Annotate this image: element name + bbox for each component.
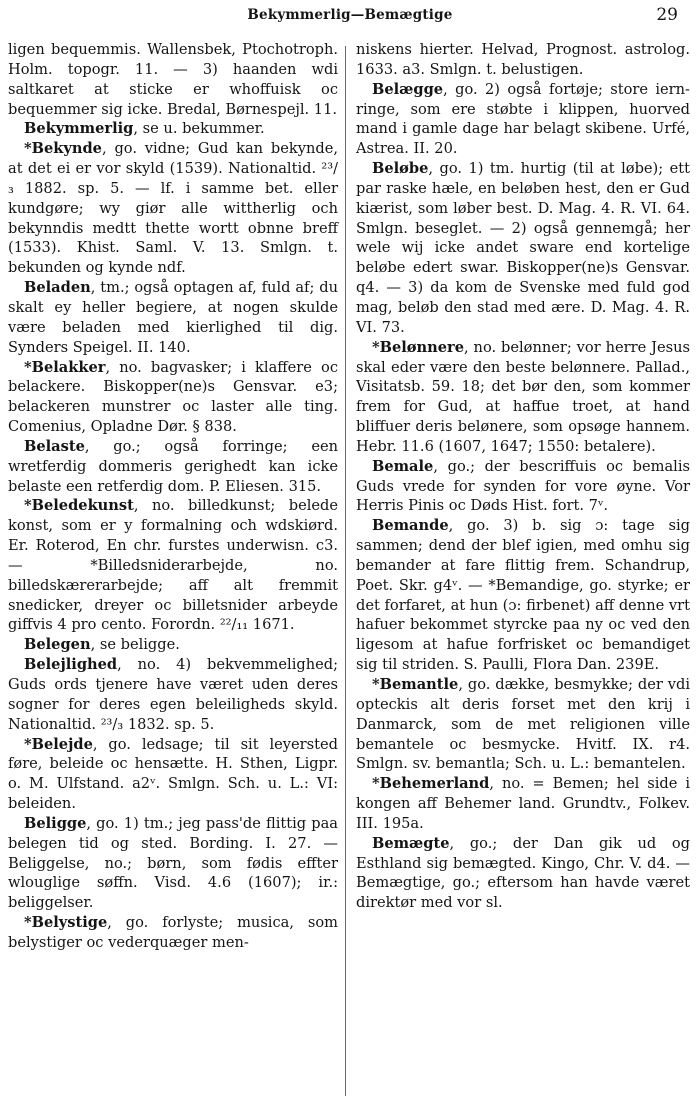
left-column <box>8 40 338 953</box>
dictionary-entry <box>356 774 690 834</box>
entry-headword: *Bemantle <box>372 676 459 693</box>
dictionary-entry <box>8 119 338 139</box>
entry-text: , go. ledsage; til sit leyersted føre, beleide oc hensætte. H. Sthen, Ligpr. o. M. Ulfstand. a2ᵛ. Smlgn. Sch. u. L.: VI: beleiden. <box>8 735 338 813</box>
entry-text: , no. belønner; vor herre Jesus skal eder være den beste belønnere. Pallad., Visitatsb. 59. 18; det bør den, som kommer frem for Gud, at haffue troet, at hand bliffuer deris belønere, som opsøge hannem. Hebr. 11.6 (1607, 1647; 1550: betalere). <box>356 338 690 455</box>
entry-text: niskens hierter. Helvad, Prognost. astrolog. 1633. a3. Smlgn. t. belustigen. <box>356 41 690 78</box>
dictionary-entry <box>8 814 338 913</box>
dictionary-entry <box>8 635 338 655</box>
entry-text: , go.; også forringe; een wretferdig dommeris gerighedt kan icke belaste een retferdig dom. P. Eliesen. 315. <box>8 437 338 495</box>
entry-text: , no. 4) bekvemmelighed; Guds ords tjenere have været uden deres sogner for deres egen beleiligheds skyld. Nationaltid. ²³/₃ 1832. sp. 5. <box>8 656 338 733</box>
dictionary-entry <box>356 338 690 457</box>
dictionary-entry <box>356 834 690 913</box>
page-header <box>0 0 700 36</box>
entry-headword: Belaste <box>24 437 85 455</box>
entry-headword: Beløbe <box>372 160 429 178</box>
entry-text: , se beligge. <box>90 636 180 654</box>
entry-text: , no. = Bemen; hel side i kongen aff Behemer land. Grundtv., Folkev. III. 195a. <box>356 775 690 832</box>
entry-headword: *Belakker <box>24 358 106 376</box>
entry-text: , go. 3) b. sig ɔ: tage sig sammen; dend der blef igien, med omhu sig bemander at fare flittig frem. Schandrup, Poet. Skr. g4ᵛ. — *Bemandige, go. styrke; er det forfaret, at hun (ɔ: firbenet) aff denne vrt hafuer bekommet styrcke paa ny oc ved den ligesom at hafue forfrisket oc bemandiget sig til striden. S. Paulli, Flora Dan. 239E. <box>356 517 690 674</box>
entry-text: , go. 2) også fortøje; store iern-ringe, som ere støbte i klippen, huorved mand i gamle dage har belagt skibene. Urfé, Astrea. II. 20. <box>356 80 690 158</box>
entry-text: , tm.; også optagen af, fuld af; du skalt ey heller begiere, at nogen skulde være beladen med kierlighed til dig. Synders Speigel. II. 140. <box>8 279 338 356</box>
entry-headword: Bemande <box>372 517 449 535</box>
dictionary-entry <box>356 40 690 80</box>
dictionary-entry <box>8 655 338 734</box>
entry-headword: Bekymmerlig <box>24 120 134 138</box>
entry-text: , go. 1) tm.; jeg pass'de flittig paa belegen tid og sted. Bording. I. 27. — Beliggelse, no.; børn, som fødis effter wlouglige søffn. Visd. 4.6 (1607); ir.: beliggelser. <box>8 814 338 912</box>
entry-headword: Belejlighed <box>24 656 118 674</box>
running-head: Bekymmerlig—Bemægtige <box>247 7 453 23</box>
entry-text: , go. dække, besmykke; der vdi opteckis alt deris forset met den krij i Danmarck, som de met religionen ville bemantele oc besmycke. Hvitf. IX. r4. Smlgn. sv. bemantla; Sch. u. L.: bemantelen. <box>356 676 690 773</box>
entry-headword: Belægge <box>372 80 444 98</box>
entry-headword: Belegen <box>24 636 91 654</box>
dictionary-entry <box>8 139 338 278</box>
entry-headword: *Belejde <box>24 735 93 753</box>
entry-headword: Beladen <box>24 279 91 297</box>
entry-headword: *Bekynde <box>24 140 102 158</box>
entry-text: , go. forlyste; musica, som belystiger oc vederquæger men- <box>8 914 338 951</box>
entry-text: , go. vidne; Gud kan bekynde, at det ei er vor skyld (1539). Nationaltid. ²³/₃ 1882. sp. 5. — lf. i samme bet. eller kundgøre; wy giør alle wittherlig och bekynndis medtt thette wortt obnne breff (1533). Khist. Saml. V. 13. Smlgn. t. bekunden og kynde ndf. <box>8 140 338 277</box>
dictionary-entry <box>8 913 338 953</box>
dictionary-entry <box>8 40 338 119</box>
entry-headword: *Belystige <box>24 914 108 932</box>
entry-text: , go. 1) tm. hurtig (til at løbe); ett par raske hæle, en beløben hest, den er Gud kiærist, som løber best. D. Mag. 4. R. VI. 64. Smlgn. beseglet. — 2) også gennemgå; her wele wij icke andet sware end kortelige beløbe edert swar. Biskopper(ne)s Gensvar. q4. — 3) da kom de Svenske med fuld god mag, beløb den stad med ære. D. Mag. 4. R. VI. 73. <box>356 160 690 336</box>
dictionary-entry <box>8 358 338 437</box>
entry-text: , se u. bekummer. <box>133 120 265 138</box>
dictionary-entry <box>8 437 338 497</box>
entry-headword: Beligge <box>24 814 87 832</box>
dictionary-entry <box>8 496 338 635</box>
entry-headword: *Behemerland <box>372 775 490 793</box>
entry-text: , go.; der Dan gik ud og Esthland sig bemægted. Kingo, Chr. V. d4. — Bemægtige, go.; eftersom han havde været direktør med vor sl. <box>356 834 690 912</box>
entry-headword: Bemægte <box>372 834 450 852</box>
dictionary-entry <box>356 516 690 675</box>
dictionary-entry <box>8 735 338 814</box>
entry-text: , no. billedkunst; belede konst, som er y formalning och wdskiørd. Er. Roterod, En chr. furstes underwisn. c3. — *Billedsniderarbejde, no. billedskærerarbejde; aff alt fremmit snedicker, dreyer oc billetsnider arbeyde giffvis 4 pro cento. Forordn. ²²/₁₁ 1671. <box>8 497 338 634</box>
entry-text: , go.; der bescriffuis oc bemalis Guds vrede for synden for vore øyne. Vor Herris Pinis oc Døds Hist. fort. 7ᵛ. <box>356 457 690 515</box>
dictionary-entry <box>356 675 690 774</box>
entry-headword: *Beledekunst <box>24 497 134 515</box>
entry-text: , no. bagvasker; i klaffere oc belackere. Biskopper(ne)s Gensvar. e3; belackeren munstrer oc laster alle ting. Comenius, Opladne Dør. § 838. <box>8 358 338 436</box>
column-divider <box>345 46 346 1096</box>
dictionary-entry <box>356 80 690 159</box>
entry-text: ligen bequemmis. Wallensbek, Ptochotroph. Holm. topogr. 11. — 3) haanden wdi saltkaret at sticke er whoffuisk oc bequemmer sig icke. Bredal, Børnespejl. 11. <box>8 41 338 118</box>
entry-headword: Bemale <box>372 457 434 475</box>
right-column <box>356 40 690 913</box>
dictionary-entry <box>8 278 338 357</box>
dictionary-entry <box>356 159 690 338</box>
page-number: 29 <box>656 5 678 25</box>
dictionary-entry <box>356 457 690 517</box>
entry-headword: *Belønnere <box>372 338 465 356</box>
